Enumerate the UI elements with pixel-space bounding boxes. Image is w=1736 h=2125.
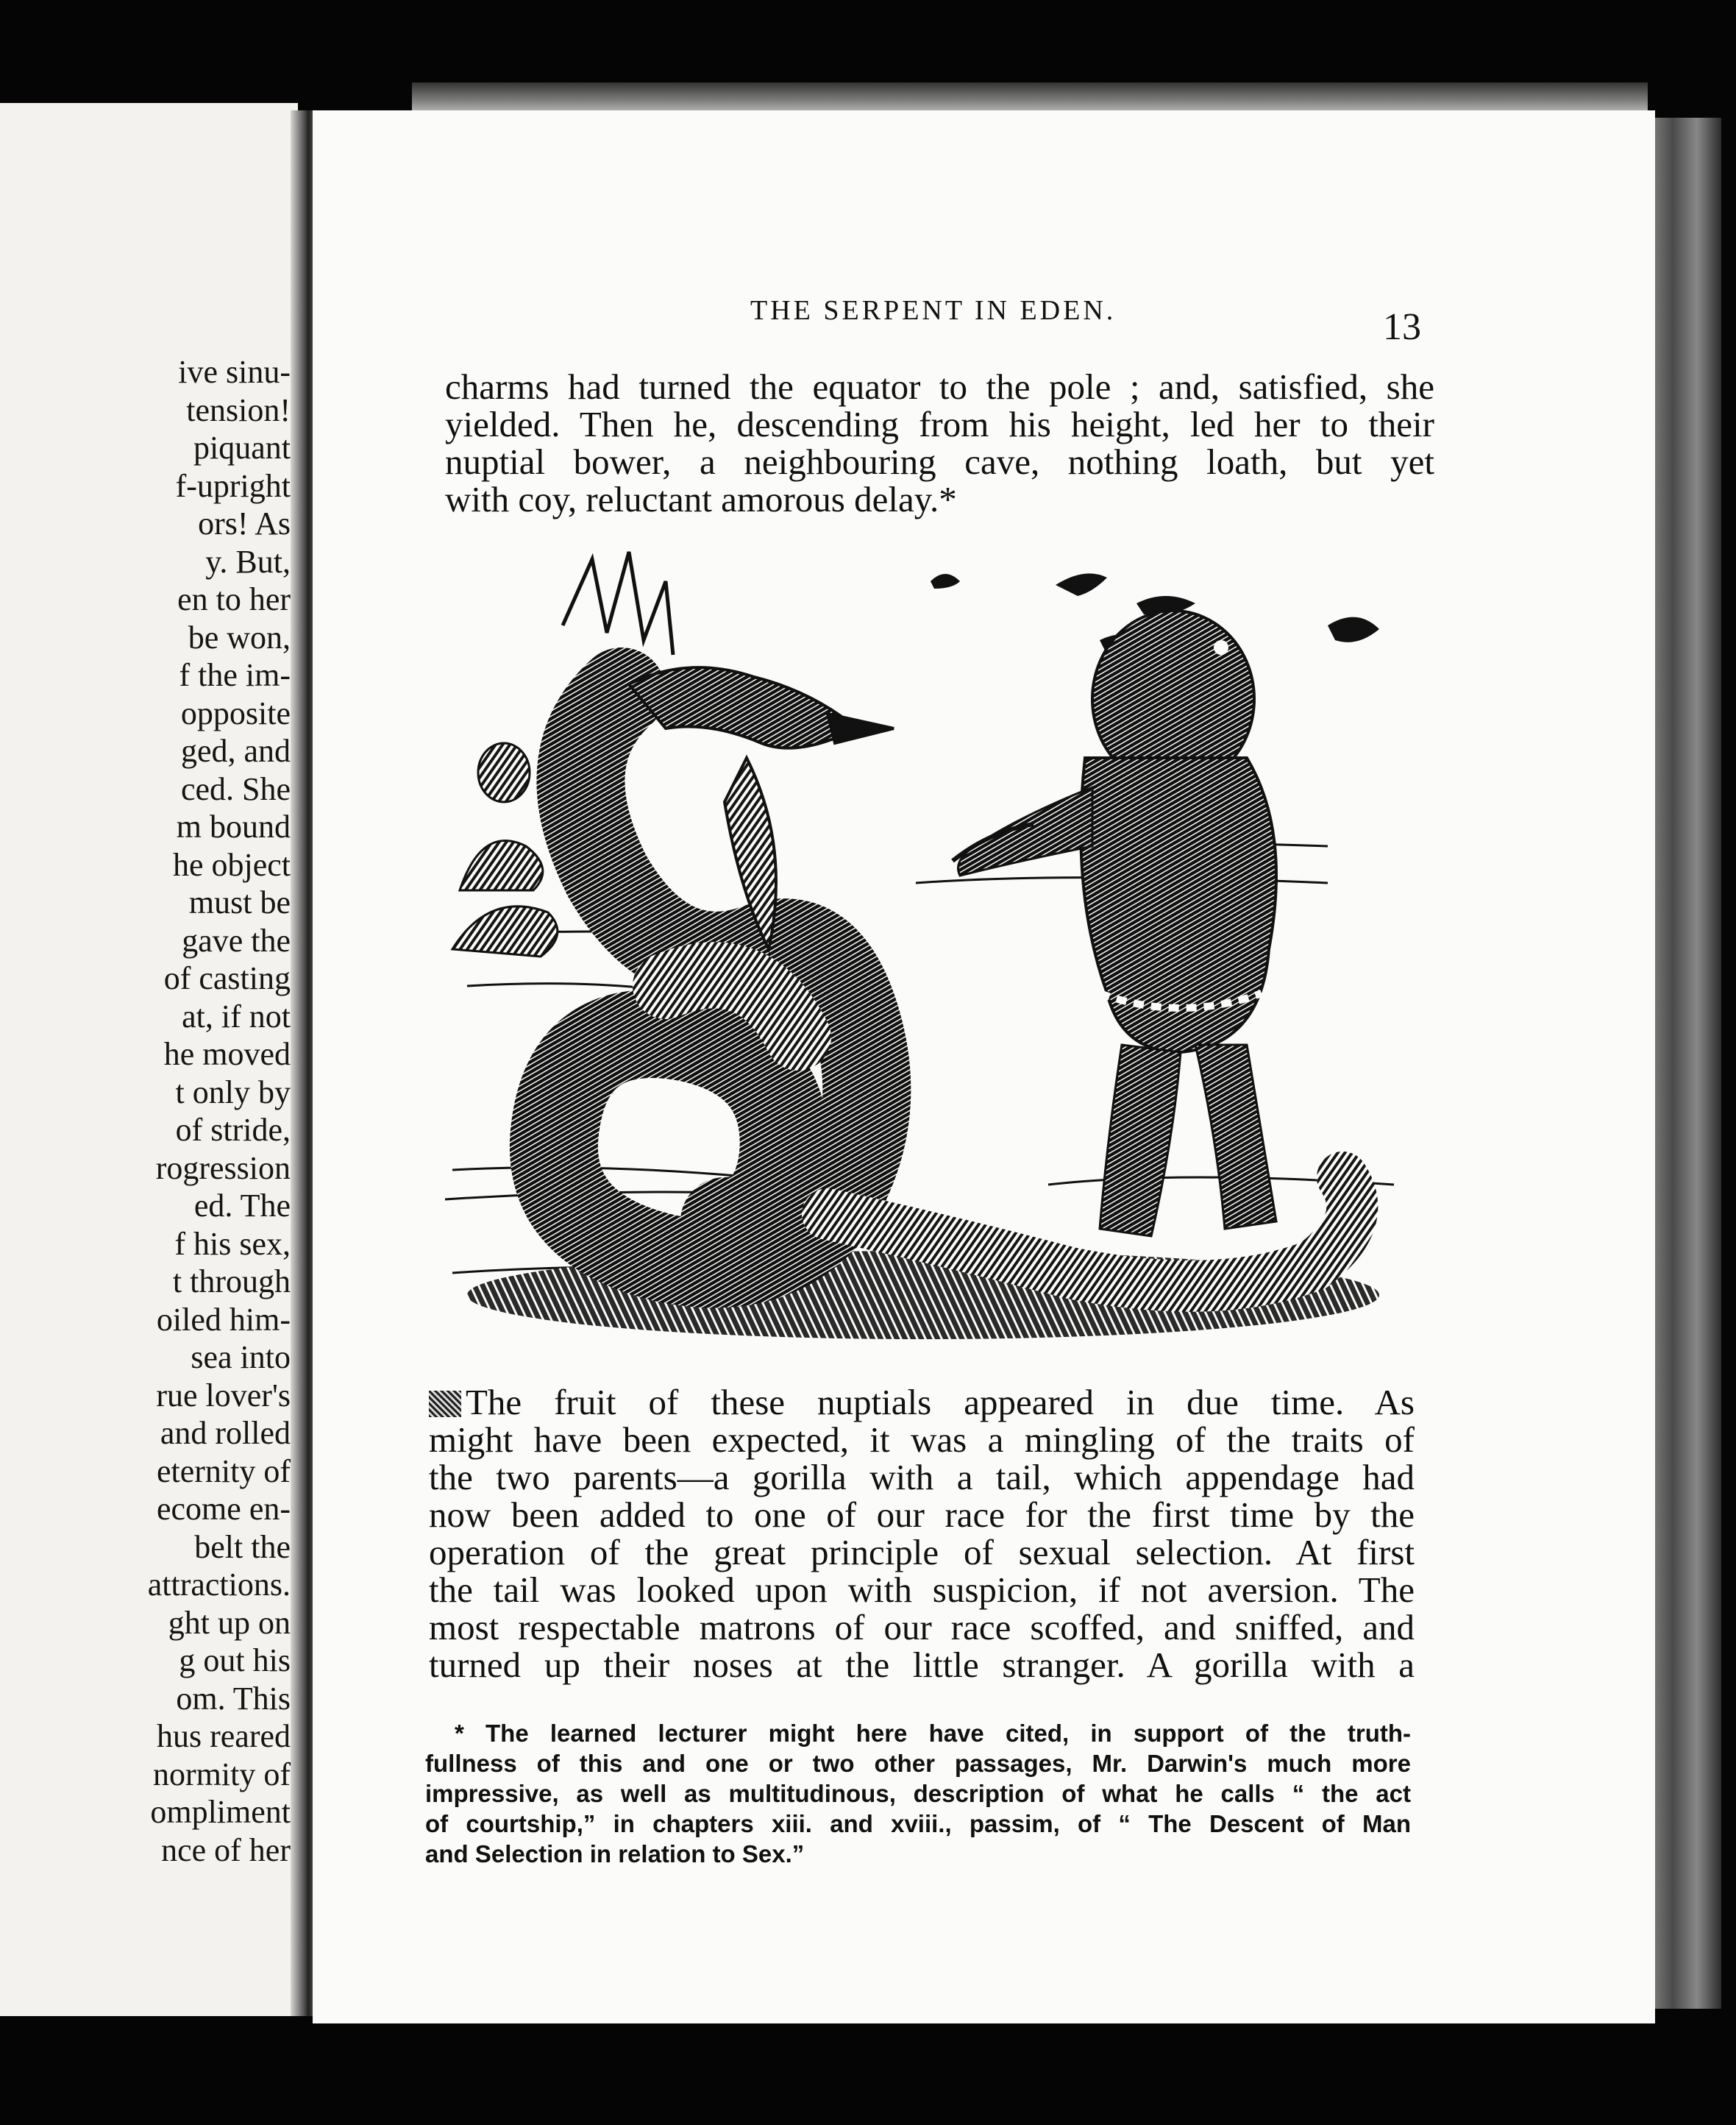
left-page-line: and rolled xyxy=(160,1415,291,1451)
left-page-line: g out his xyxy=(179,1642,291,1678)
left-page-line: ced. She xyxy=(180,770,291,807)
left-page-line: hus reared xyxy=(156,1718,291,1754)
left-page-line: piquant xyxy=(193,430,291,466)
left-page-line: gave the xyxy=(182,922,291,959)
page-top-edge xyxy=(412,82,1648,112)
text-line: nuptial bower, a neighbouring cave, nothing loath, but yet xyxy=(445,441,1434,482)
footnote-line: and Selection in relation to Sex.” xyxy=(425,1840,805,1867)
text-line: the two parents—a gorilla with a tail, which appendage had xyxy=(429,1457,1415,1497)
text-line: the tail was looked upon with suspicion, if not aversion. The xyxy=(429,1569,1415,1610)
left-page-line: tension! xyxy=(186,391,291,428)
left-page-line: nce of her xyxy=(161,1831,291,1868)
footnote xyxy=(425,1718,1411,1869)
left-page-line: belt the xyxy=(194,1528,291,1565)
text-line: with coy, reluctant amorous delay.* xyxy=(445,479,957,519)
left-page-line: t only by xyxy=(175,1074,291,1110)
left-page-line: rogression xyxy=(155,1149,291,1186)
left-page-line: ors! As xyxy=(198,505,291,542)
text-line: now been added to one of our race for the first time by the xyxy=(429,1494,1415,1535)
left-page-line: of casting xyxy=(163,960,291,996)
text-line: operation of the great principle of sexual selection. At first xyxy=(429,1532,1415,1572)
left-page-line: of stride, xyxy=(175,1112,291,1148)
paragraph-top xyxy=(445,368,1434,518)
left-page-line: rue lover's xyxy=(156,1377,291,1413)
text-line: charms had turned the equator to the pole ; and, satisfied, she xyxy=(445,366,1434,407)
footnote-line: fullness of this and one or two other passages, Mr. Darwin's much more xyxy=(425,1750,1411,1777)
left-page-line: ed. The xyxy=(193,1188,291,1224)
text-line: yielded. Then he, descending from his height, led her to their xyxy=(445,404,1434,444)
footnote-line: of courtship,” in chapters xiii. and xviii., passim, of “ The Descent of Man xyxy=(425,1810,1411,1837)
left-page-line: y. But, xyxy=(205,543,291,580)
left-page-line: f-upright xyxy=(175,467,291,504)
paragraph-ornament-icon xyxy=(429,1391,461,1417)
left-page xyxy=(0,103,298,2016)
left-page-line: he object xyxy=(172,846,291,883)
left-page-line: eternity of xyxy=(156,1452,291,1489)
left-page-line: at, if not xyxy=(182,998,291,1035)
paragraph-bottom xyxy=(429,1383,1415,1684)
woodcut-illustration xyxy=(445,537,1401,1361)
left-page-line: ompliment xyxy=(150,1794,291,1830)
left-page-line: ecome en- xyxy=(157,1491,291,1527)
text-line: turned up their noses at the little stranger. A gorilla with a xyxy=(429,1645,1415,1685)
left-page-line: ive sinu- xyxy=(178,354,291,390)
left-page-line: t through xyxy=(172,1263,291,1299)
page-number: 13 xyxy=(1383,306,1421,348)
left-page-line: ght up on xyxy=(168,1604,291,1641)
left-page-line: oiled him- xyxy=(156,1301,291,1338)
left-page-line: he moved xyxy=(163,1036,291,1072)
left-page-line: f the im- xyxy=(179,657,291,693)
text-line: might have been expected, it was a mingling of the traits of xyxy=(429,1419,1415,1460)
left-page-line: attractions. xyxy=(147,1567,291,1603)
left-page-line: om. This xyxy=(176,1680,291,1717)
left-page-line: f his sex, xyxy=(174,1225,291,1262)
left-page-line: be won, xyxy=(188,619,291,656)
left-page-line: sea into xyxy=(191,1339,291,1375)
left-page-line: m bound xyxy=(176,809,291,845)
left-page-line: normity of xyxy=(153,1756,291,1792)
text-line: The fruit of these nuptials appeared in due time. As xyxy=(429,1383,1415,1421)
text-line: most respectable matrons of our race scoffed, and sniffed, and xyxy=(429,1607,1415,1647)
left-page-line: en to her xyxy=(177,581,291,617)
gorilla xyxy=(958,611,1277,1236)
left-page-line: opposite xyxy=(180,695,291,731)
running-head: THE SERPENT IN EDEN. xyxy=(750,295,1117,326)
left-page-line: ged, and xyxy=(180,733,291,769)
left-page-line: must be xyxy=(188,884,291,920)
footnote-line: impressive, as well as multitudinous, description of what he calls “ the act xyxy=(425,1780,1411,1807)
footnote-line: * The learned lecturer might here have cited, in support of the truth- xyxy=(455,1720,1411,1747)
